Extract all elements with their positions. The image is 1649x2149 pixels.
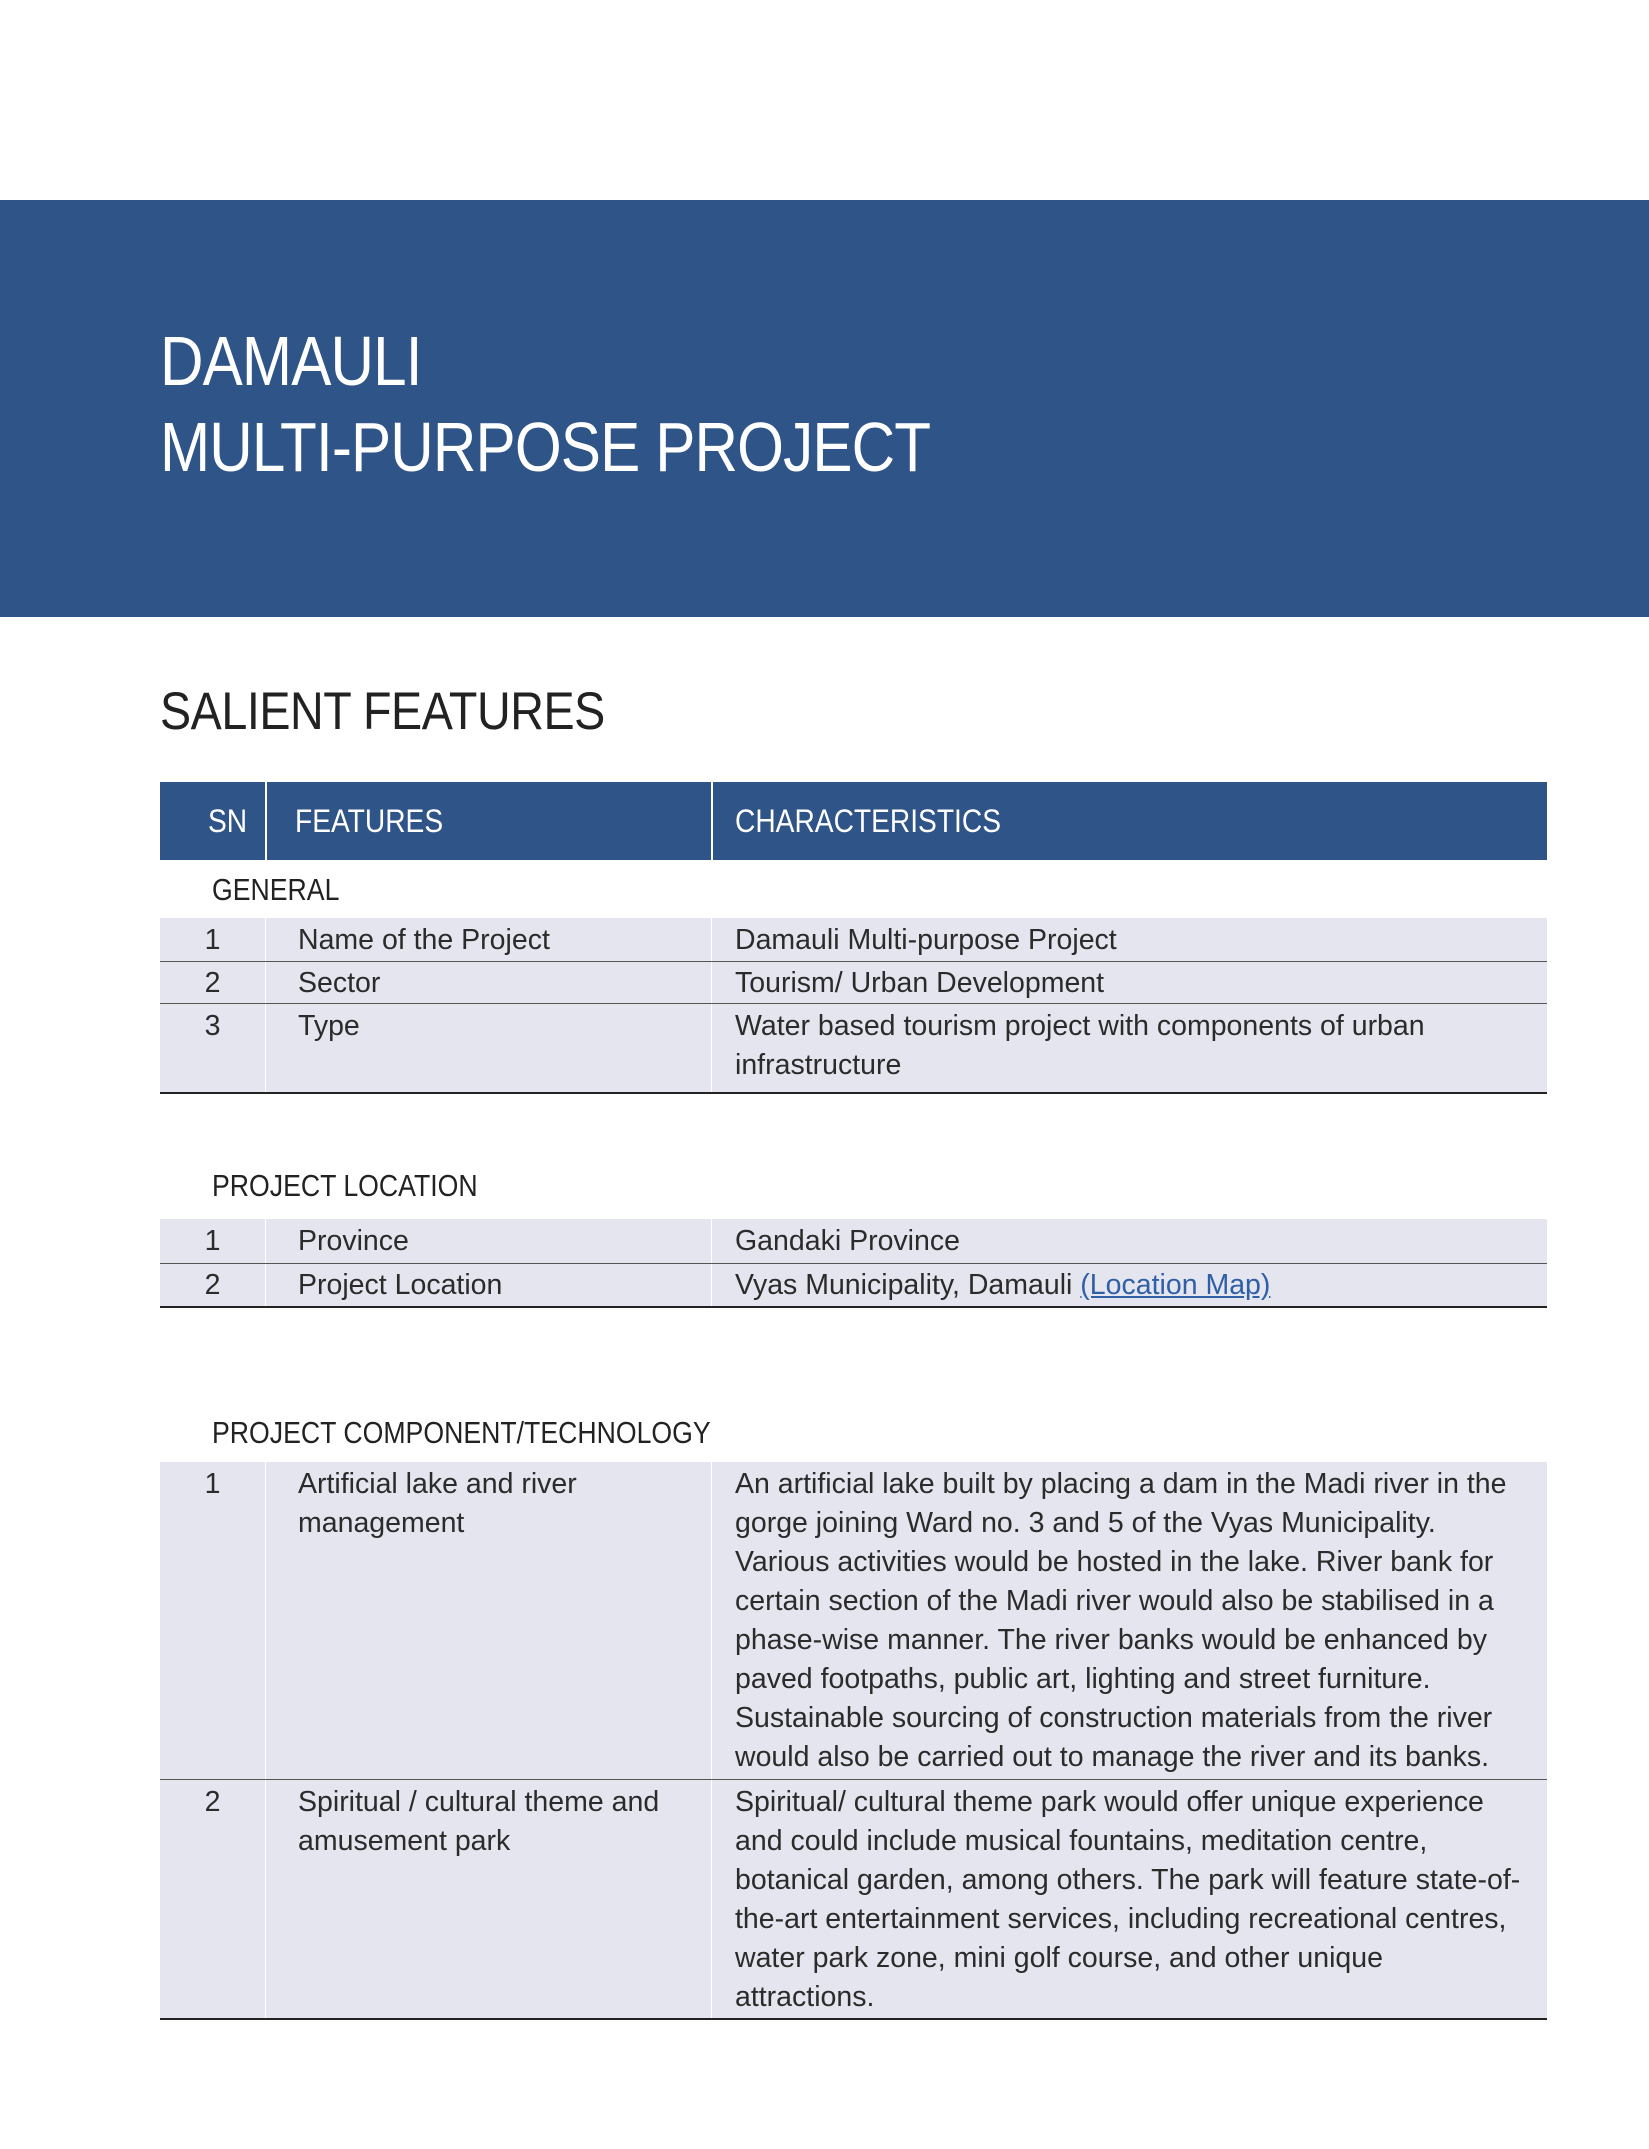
header-divider [711,782,713,860]
table-row [160,1003,1547,1092]
row-characteristic: Damauli Multi-purpose Project [735,924,1117,956]
row-characteristic: Gandaki Province [735,1225,960,1257]
row-feature: Spiritual / cultural theme and amusement park [266,1780,712,2018]
title-line-1: DAMAULI [160,322,422,400]
document-title [160,318,930,490]
group-title-project-component: PROJECT COMPONENT/TECHNOLOGY [212,1415,711,1450]
row-characteristic: An artificial lake built by placing a dam in the Madi river in the gorge joining Ward no. 3 and 5 of the Vyas Municipality. Various activities would be hosted in the lake. River bank for certain section of the Madi river would also be stabilised in a phase-wise manner. The river banks would be enhanced by paved footpaths, public art, lighting and street furniture. Sustainable sourcing of construction materials from the river would also be carried out to manage the river and its banks. [735,1468,1507,1773]
component-rows [160,1462,1547,2020]
location-rows [160,1219,1547,1308]
table-header [160,782,1547,860]
section-title: SALIENT FEATURES [160,682,605,741]
row-feature: Type [266,1004,712,1092]
row-feature: Artificial lake and river management [266,1462,712,1779]
header-features: FEATURES [295,803,444,839]
row-characteristic: Tourism/ Urban Development [735,967,1105,999]
table-row [160,1263,1547,1306]
row-sn: 3 [160,1004,266,1092]
header-sn: SN [208,803,248,839]
group-title-project-location: PROJECT LOCATION [212,1168,478,1203]
row-characteristic-cell [712,1264,1547,1306]
group-title-general: GENERAL [212,872,340,907]
title-line-2: MULTI-PURPOSE PROJECT [160,408,931,486]
row-characteristic: Vyas Municipality, Damauli [735,1269,1073,1301]
row-sn: 2 [160,1264,266,1306]
row-sn: 2 [160,1780,266,2018]
row-sn: 1 [160,1462,266,1779]
row-feature: Project Location [266,1264,712,1306]
table-row [160,918,1547,961]
row-characteristic: Water based tourism project with components of urban infrastructure [735,1010,1425,1081]
table-row [160,1779,1547,2018]
general-rows [160,918,1547,1094]
row-sn: 1 [160,1219,266,1263]
row-characteristic: Spiritual/ cultural theme park would offer unique experience and could include musical fountains, meditation centre, botanical garden, among others. The park will feature state-of-the-art entertainment services, including recreational centres, water park zone, mini golf course, and other unique attractions. [735,1786,1521,2013]
row-feature: Province [266,1219,712,1263]
table-row [160,961,1547,1003]
table-row [160,1462,1547,1779]
header-divider [265,782,267,860]
row-feature: Name of the Project [266,918,712,961]
location-map-link[interactable]: (Location Map) [1080,1269,1271,1301]
row-sn: 1 [160,918,266,961]
row-sn: 2 [160,962,266,1003]
header-characteristics: CHARACTERISTICS [735,803,1001,839]
row-feature: Sector [266,962,712,1003]
table-row [160,1219,1547,1263]
